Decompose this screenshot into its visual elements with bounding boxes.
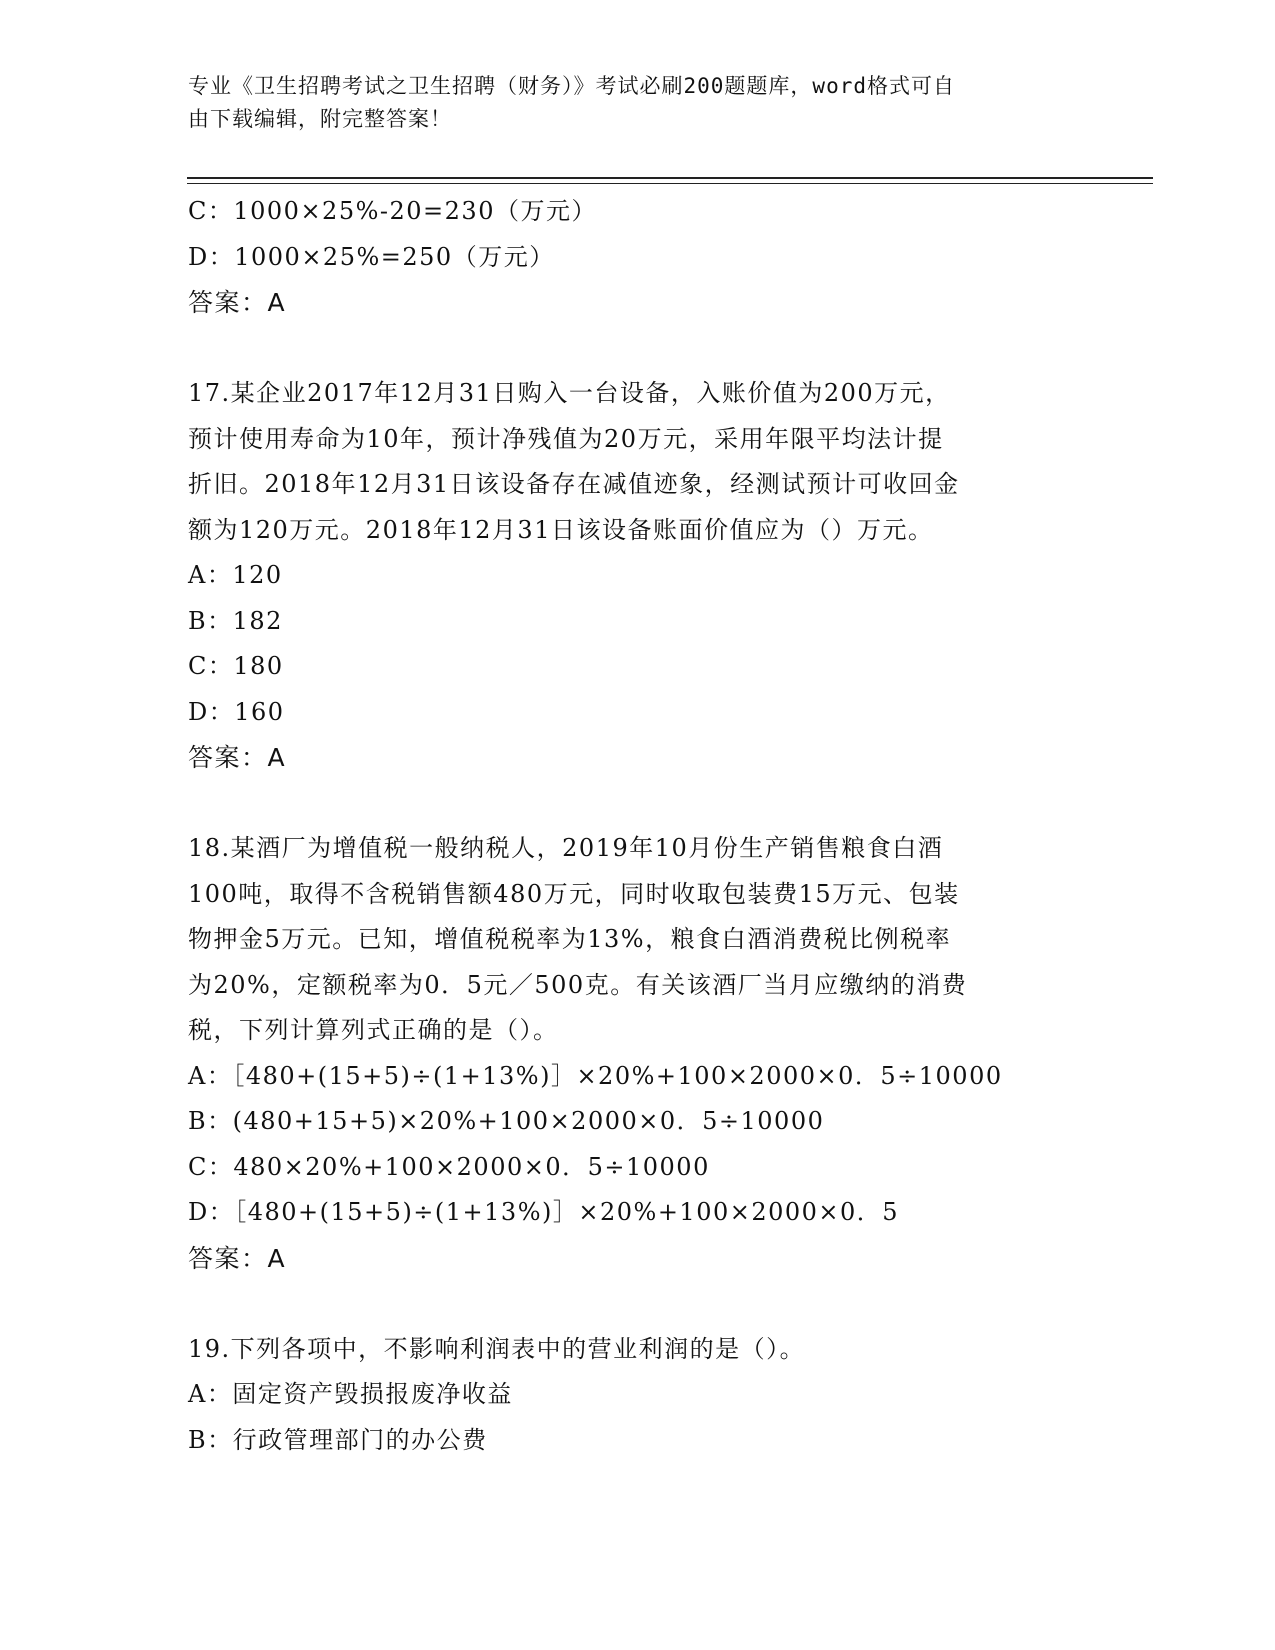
q19-option-b: B：行政管理部门的办公费: [188, 1425, 488, 1454]
q17-stem-line: 折旧。2018年12月31日该设备存在减值迹象，经测试预计可收回金: [188, 470, 960, 498]
q18-stem-line: 18.某酒厂为增值税一般纳税人，2019年10月份生产销售粮食白酒: [188, 834, 944, 862]
document-body: [188, 189, 1088, 1463]
q19-stem-line: 19.下列各项中，不影响利润表中的营业利润的是（）。: [188, 1334, 806, 1363]
q17-answer: 答案：A: [188, 743, 287, 772]
question-18: [188, 826, 1088, 1281]
q18-option-c: C：480×20%+100×2000×0．5÷10000: [188, 1152, 710, 1181]
q18-option-d: D：［480+(15+5)÷(1+13%)］×20%+100×2000×0．5: [188, 1198, 900, 1226]
q18-answer: 答案：A: [188, 1243, 287, 1273]
q17-stem-line: 额为120万元。2018年12月31日该设备账面价值应为（）万元。: [188, 515, 934, 544]
q17-option-a: A：120: [188, 561, 283, 589]
q19-option-a: A：固定资产毁损报废净收益: [188, 1380, 513, 1408]
q18-stem-line: 税，下列计算列式正确的是（）。: [188, 1016, 559, 1044]
q17-option-d: D：160: [188, 697, 285, 726]
q18-option-a: A：［480+(15+5)÷(1+13%)］×20%+100×2000×0．5÷10000: [188, 1061, 1003, 1090]
question-17: [188, 371, 1088, 781]
prev-answer: 答案：A: [188, 288, 287, 317]
prev-option-d: D：1000×25%=250（万元）: [188, 242, 555, 271]
header-line-2: 由下载编辑，附完整答案！: [188, 107, 452, 131]
spacer: [188, 781, 1088, 827]
q17-stem-line: 预计使用寿命为10年，预计净残值为20万元，采用年限平均法计提: [188, 424, 944, 453]
spacer: [188, 326, 1088, 372]
q18-stem-line: 100吨，取得不含税销售额480万元，同时收取包装费15万元、包装: [188, 879, 960, 908]
header-divider-thick: [187, 177, 1153, 179]
spacer: [188, 1281, 1088, 1327]
q18-option-b: B：(480+15+5)×20%+100×2000×0．5÷10000: [188, 1107, 825, 1135]
document-header: [188, 70, 1068, 136]
q18-stem-line: 为20%，定额税率为0．5元／500克。有关该酒厂当月应缴纳的消费: [188, 970, 968, 999]
prev-option-c: C：1000×25%-20=230（万元）: [188, 197, 597, 225]
q17-option-b: B：182: [188, 606, 283, 635]
q17-stem-line: 17.某企业2017年12月31日购入一台设备，入账价值为200万元，: [188, 379, 951, 407]
question-19: [188, 1327, 1088, 1464]
header-divider-thin: [187, 183, 1153, 184]
q17-option-c: C：180: [188, 652, 284, 680]
header-line-1: 专业《卫生招聘考试之卫生招聘（财务）》考试必刷200题题库，word格式可自: [188, 74, 955, 98]
q18-stem-line: 物押金5万元。已知，增值税税率为13%，粮食白酒消费税比例税率: [188, 925, 952, 953]
